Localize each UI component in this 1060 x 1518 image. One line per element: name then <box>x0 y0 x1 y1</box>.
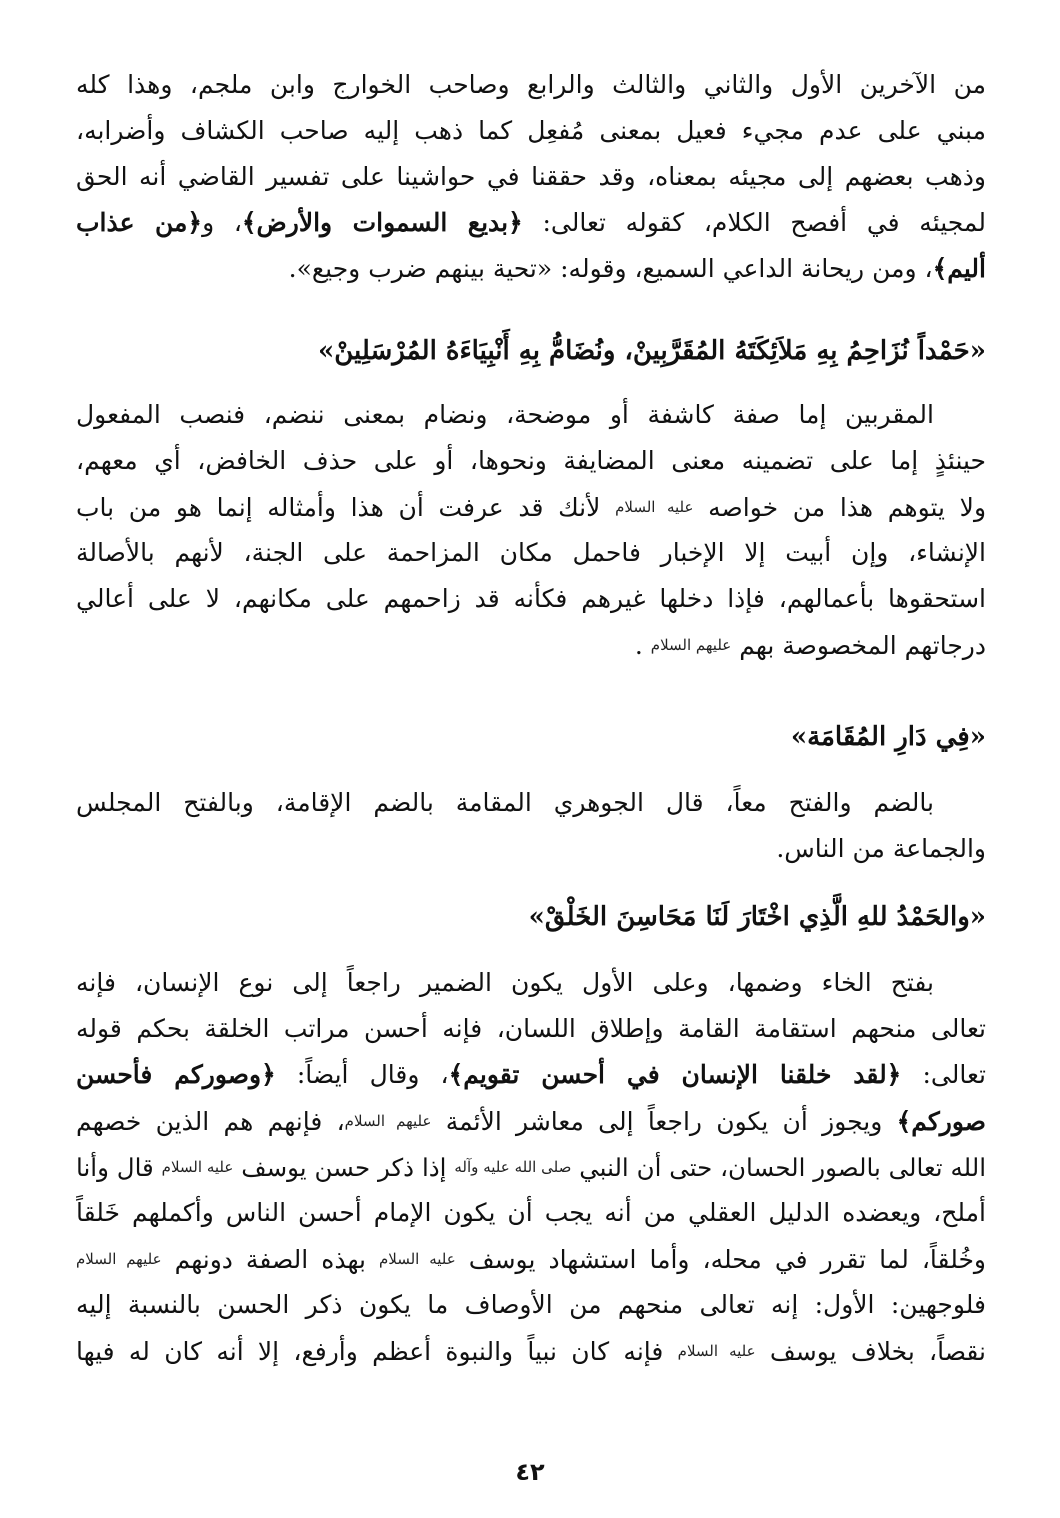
text-span: درجاتهم المخصوصة بهم <box>739 631 986 660</box>
quran-quote: ﴿من عذاب <box>76 208 203 237</box>
honorific-glyph: عليهم السلام <box>344 1112 432 1130</box>
text-span: ، فإنهم هم الذين خصهم <box>76 1107 345 1136</box>
text-span: . <box>634 631 651 660</box>
text-line <box>76 246 986 292</box>
text-span: بهذه الصفة دونهم <box>174 1245 366 1274</box>
paragraph-4 <box>76 960 986 1374</box>
text-line: أملح، ويعضده الدليل العقلي من أنه يجب أن يكون الإمام أحسن الناس وأكملهم خَلقاً <box>76 1198 986 1227</box>
text-span: إذا ذكر حسن يوسف <box>241 1153 447 1182</box>
text-line <box>76 1098 986 1144</box>
section-heading: «فِي دَارِ المُقَامَة» <box>790 722 986 752</box>
text-span: نقصاً، بخلاف يوسف <box>769 1337 986 1366</box>
text-line: حينئذٍ إما على تضمينه معنى المضايفة ونحوها، أو على حذف الخافض، أي معهم، <box>76 446 986 475</box>
text-span: لمجيئه في أفصح الكلام، كقوله تعالى: <box>522 208 986 237</box>
text-line: بالضم والفتح معاً، قال الجوهري المقامة بالضم الإقامة، وبالفتح المجلس <box>76 788 934 817</box>
honorific-glyph: عليهم السلام <box>650 636 732 654</box>
text-line: والجماعة من الناس. <box>776 834 986 863</box>
quran-quote: أليم﴾ <box>932 254 986 283</box>
text-span: ، و <box>202 208 242 237</box>
honorific-glyph: عليه السلام <box>677 1342 756 1360</box>
text-line <box>76 200 986 246</box>
paragraph-2 <box>76 392 986 668</box>
text-span: ، ومن ريحانة الداعي السميع، وقوله: «تحية بينهم ضرب وجيع». <box>288 254 933 283</box>
quran-quote: ﴿بديع السموات والأرض﴾ <box>241 208 523 237</box>
text-span: الله تعالى بالصور الحسان، حتى أن النبي <box>579 1153 986 1182</box>
honorific-glyph: عليه السلام <box>378 1250 456 1268</box>
paragraph-1 <box>76 62 986 292</box>
quran-quote: ﴿وصوركم فأحسن <box>76 1060 276 1089</box>
text-line <box>76 622 986 668</box>
paragraph-3 <box>76 780 986 872</box>
honorific-glyph: عليه السلام <box>615 498 694 516</box>
text-line: تعالى منحهم استقامة القامة وإطلاق اللسان، فإنه أحسن مراتب الخلقة بحكم قوله <box>76 1014 986 1043</box>
section-heading: «حَمْداً نُزَاحِمُ بِهِ مَلاَئِكَتَهُ المُقَرَّبِينْ، ونُضَامُّ بِهِ أَنْبِيَاءَهُ المُرْسَلِينْ» <box>317 336 986 366</box>
text-span: وخُلقاً، لما تقرر في محله، وأما استشهاد يوسف <box>468 1245 986 1274</box>
text-span: تعالى: <box>901 1060 986 1089</box>
text-line <box>76 1144 986 1190</box>
text-line <box>76 1052 986 1098</box>
text-span: لأنك قد عرفت أن هذا وأمثاله إنما هو من باب <box>76 493 601 522</box>
page-number: ٤٢ <box>515 1458 545 1486</box>
text-span: قال وأنا <box>76 1153 154 1182</box>
text-line: بفتح الخاء وضمها، وعلى الأول يكون الضمير راجعاً إلى نوع الإنسان، فإنه <box>76 968 934 997</box>
text-span: فإنه كان نبياً والنبوة أعظم وأرفع، إلا أنه كان له فيها <box>76 1337 664 1366</box>
text-line <box>76 1236 986 1282</box>
text-line: مبني على عدم مجيء فعيل بمعنى مُفعِل كما ذهب إليه صاحب الكشاف وأضرابه، <box>76 116 986 145</box>
text-line: فلوجهين: الأول: إنه تعالى منحهم من الأوصاف ما يكون ذكر الحسن بالنسبة إليه <box>76 1290 986 1319</box>
text-span: ويجوز أن يكون راجعاً إلى معاشر الأئمة <box>445 1107 897 1136</box>
text-line: الإنشاء، وإن أبيت إلا الإخبار فاحمل مكان المزاحمة على الجنة، لأنهم بالأصالة <box>76 538 986 567</box>
quran-quote: صوركم﴾ <box>896 1107 986 1136</box>
text-line <box>76 484 986 530</box>
honorific-glyph: عليه السلام <box>161 1158 234 1176</box>
text-line <box>76 1328 986 1374</box>
text-line: استحقوها بأعمالهم، فإذا دخلها غيرهم فكأنه قد زاحمهم على مكانهم، لا على أعالي <box>76 584 986 613</box>
text-line: المقربين إما صفة كاشفة أو موضحة، ونضام بمعنى ننضم، فنصب المفعول <box>76 400 934 429</box>
text-span: ، وقال أيضاً: <box>275 1060 449 1089</box>
honorific-glyph: صلى الله عليه وآله <box>454 1158 572 1176</box>
text-line: من الآخرين الأول والثاني والثالث والرابع وصاحب الخوارج وابن ملجم، وهذا كله <box>76 70 986 99</box>
quran-quote: ﴿لقد خلقنا الإنسان في أحسن تقويم﴾ <box>448 1060 902 1089</box>
section-heading: «والحَمْدُ للهِ الَّذِي اخْتَارَ لَنَا مَحَاسِنَ الخَلْقْ» <box>528 902 986 932</box>
honorific-glyph: عليهم السلام <box>76 1250 162 1268</box>
text-span: ولا يتوهم هذا من خواصه <box>708 493 986 522</box>
text-line: وذهب بعضهم إلى مجيئه بمعناه، وقد حققنا في حواشينا على تفسير القاضي أنه الحق <box>76 162 986 191</box>
